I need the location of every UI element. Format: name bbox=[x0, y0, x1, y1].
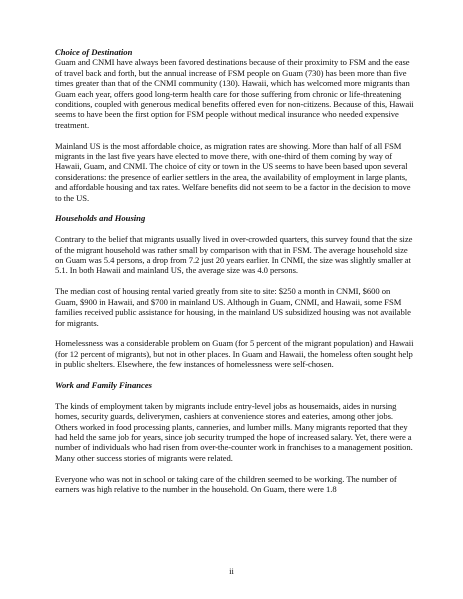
heading-spacer bbox=[55, 224, 415, 234]
document-page bbox=[55, 47, 415, 505]
paragraph: The median cost of housing rental varied greatly from site to site: $250 a month in CNMI, $600 on Guam, $900 in Hawaii, and $700 in mainland US. Although in Guam, CNMI, and Hawaii, some FSM families received public assistance for housing, in the mainland US subsidized housing was not available for migrants. bbox=[55, 286, 411, 328]
paragraph: Mainland US is the most affordable choice, as migration rates are showing. More than half of all FSM migrants in the last five years have elected to move there, with one-third of them coming by way of Hawaii, Guam, and CNMI. The choice of city or town in the US seems to have been based upon several considerations: the presence of earlier settlers in the area, the availability of employment in large plants, and affordable housing and tax rates. Welfare benefits did not seem to be a factor in the decision to move to the US. bbox=[55, 140, 411, 203]
section-work-and-family-finances bbox=[55, 380, 415, 494]
section-heading: Choice of Destination bbox=[55, 47, 133, 57]
paragraph: Contrary to the belief that migrants usually lived in over-crowded quarters, this survey found that the size of the migrant household was rather small by comparison with that in FSM. The average household size on Guam was 5.4 persons, a drop from 7.2 just 20 years earlier. In CNMI, the size was slightly smaller at 5.1. In both Hawaii and mainland US, the average size was 4.0 persons. bbox=[55, 234, 413, 276]
paragraph: Everyone who was not in school or taking care of the children seemed to be working. The number of earners was high relative to the number in the household. On Guam, there were 1.8 bbox=[55, 473, 397, 494]
heading-spacer bbox=[55, 390, 415, 400]
section-heading: Households and Housing bbox=[55, 213, 146, 224]
section-choice-of-destination bbox=[55, 47, 415, 203]
section-heading: Work and Family Finances bbox=[55, 379, 153, 390]
paragraph: Homelessness was a considerable problem on Guam (for 5 percent of the migrant population) and Hawaii (for 12 percent of migrants), but not in other places. In Guam and Hawaii, the homeless often sought help in public shelters. Elsewhere, the few instances of homelessness were self-chosen. bbox=[55, 338, 414, 370]
paragraph: Guam and CNMI have always been favored destinations because of their proximity to FSM and the ease of travel back and forth, but the annual increase of FSM people on Guam (730) has been more than five times greater than that of the CNMI community (130). Hawaii, which has welcomed more migrants than Guam each year, offers good long-term health care for those suffering from chronic or life-threatening conditions, coupled with generous medical benefits offered even for non-citizens. Because of this, Hawaii seems to have been the first option for FSM people without medical insurance who needed expensive treatment. bbox=[55, 57, 414, 130]
paragraph: The kinds of employment taken by migrants include entry-level jobs as housemaids, aides in nursing homes, security guards, deliverymen, cashiers at convenience stores and eateries, among other jobs. Others worked in food processing plants, canneries, and lumber mills. Many migrants reported that they had held the same job for years, since job security trumped the hope of increased salary. Yet, there were a number of individuals who had risen from over-the-counter work in franchises to a management position. Many other success stories of migrants were related. bbox=[55, 400, 413, 463]
page-number: ii bbox=[229, 566, 234, 576]
section-households-and-housing bbox=[55, 213, 415, 369]
